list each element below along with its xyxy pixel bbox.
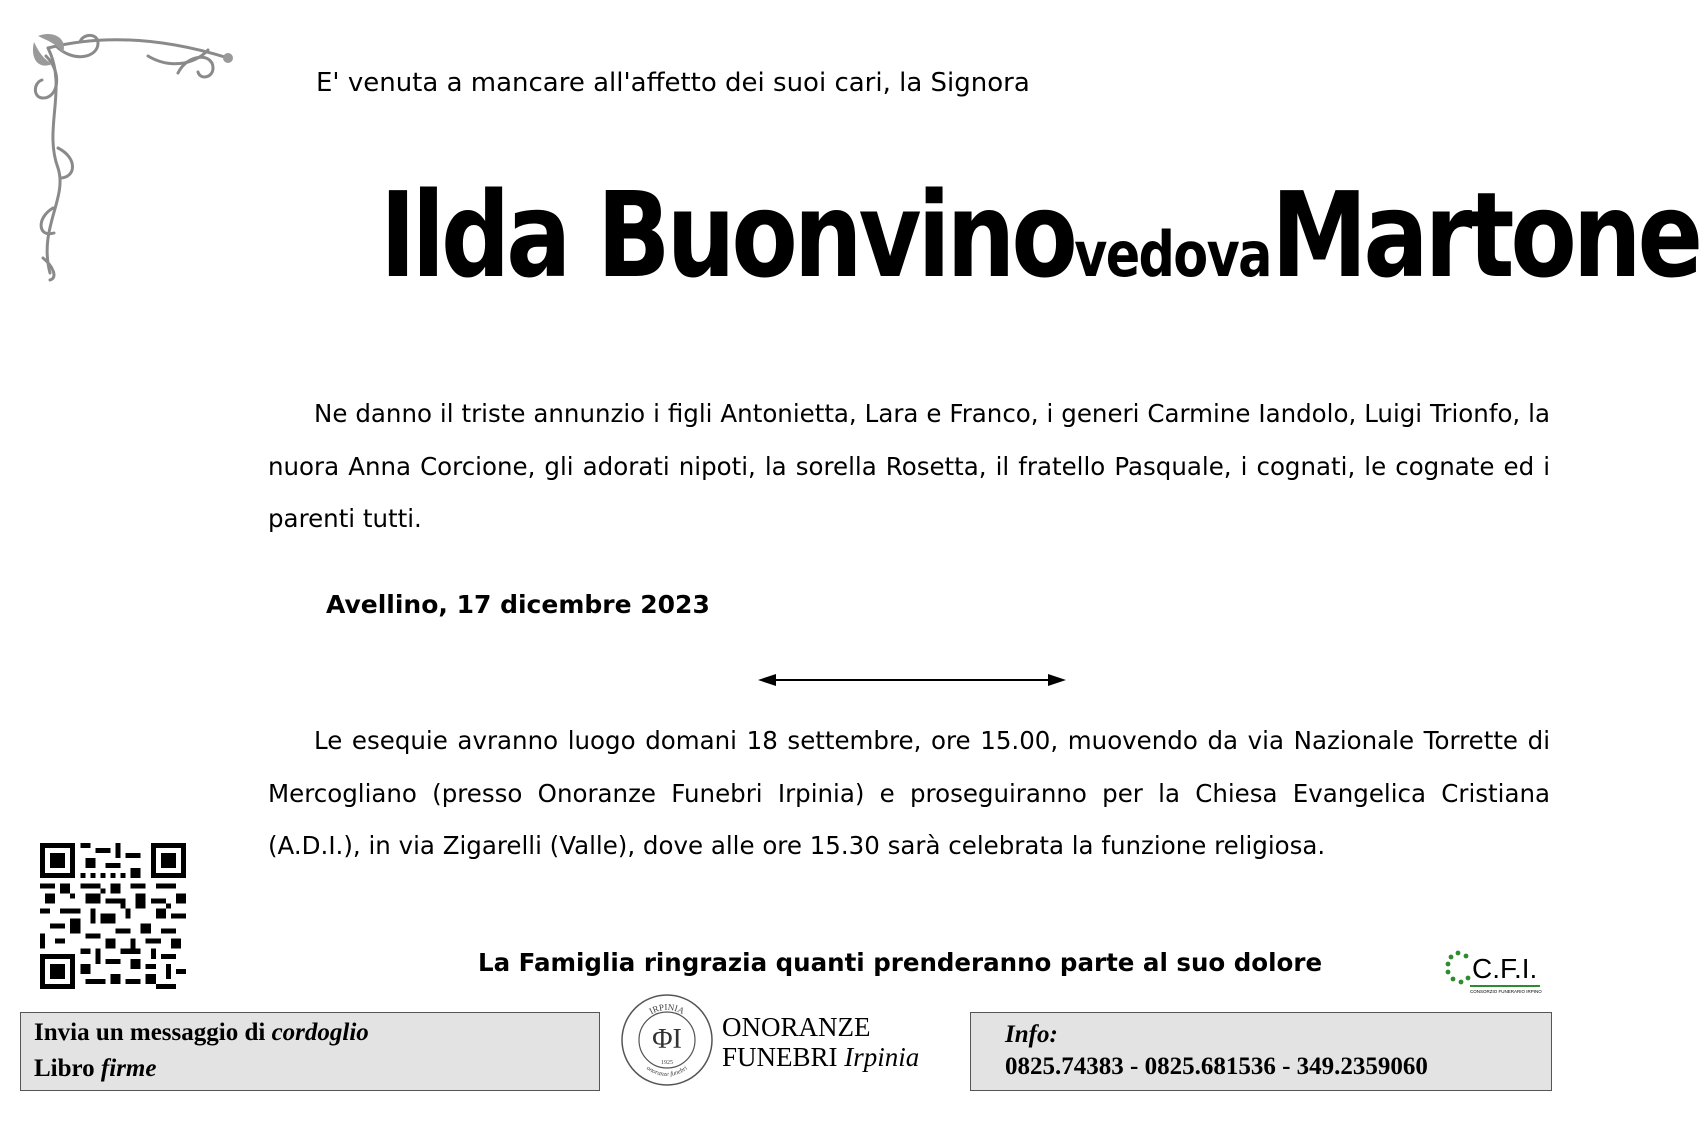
info-box bbox=[970, 1012, 1552, 1091]
phone-numbers[interactable]: 0825.74383 - 0825.681536 - 349.2359060 bbox=[1005, 1053, 1428, 1080]
send-condolence-prefix: Invia un messaggio di bbox=[34, 1019, 272, 1046]
logo-line-2-plain: FUNEBRI bbox=[722, 1042, 845, 1072]
guestbook-link[interactable] bbox=[34, 1055, 156, 1083]
funeral-text: Le esequie avranno luogo domani 18 settembre, ore 15.00, muovendo da via Nazionale Torrette di Mercogliano (presso Onoranze Funebri Irpinia) e proseguiranno per la Chiesa Evangelica Cristiana (A.D.I.), in via Zigarelli (Valle), dove alle ore 15.30 sarà celebrata la funzione religiosa. bbox=[268, 726, 1550, 860]
logo-line-2 bbox=[722, 1042, 919, 1072]
svg-text:ΦΙ: ΦΙ bbox=[652, 1024, 682, 1055]
logo-line-2-italic: Irpinia bbox=[844, 1042, 920, 1072]
announcement-text: Ne danno il triste annunzio i figli Antonietta, Lara e Franco, i generi Carmine Iandolo, Luigi Trionfo, la nuora Anna Corcione, gli adorati nipoti, la sorella Rosetta, il fratello Pasquale, i cognati, le cognate ed i parenti tutti. bbox=[268, 399, 1550, 533]
double-arrow-divider-icon bbox=[758, 668, 1066, 692]
condolence-box[interactable] bbox=[20, 1012, 600, 1091]
funeral-home-seal-logo bbox=[620, 993, 714, 1087]
seal-year: 1925 bbox=[661, 1060, 673, 1066]
name-first: Ilda Buonvino bbox=[380, 166, 1074, 304]
place-date: Avellino, 17 dicembre 2023 bbox=[326, 590, 710, 619]
logo-line-1: ONORANZE bbox=[722, 1012, 871, 1042]
intro-line: E' venuta a mancare all'affetto dei suoi cari, la Signora bbox=[316, 68, 1030, 98]
send-condolence-italic: cordoglio bbox=[271, 1019, 369, 1046]
seal-top-text: IRPINIA bbox=[647, 1001, 687, 1017]
guestbook-italic: firme bbox=[100, 1055, 157, 1082]
name-vedova: vedova bbox=[1074, 218, 1271, 291]
cfi-text: C.F.I. bbox=[1472, 953, 1538, 984]
announcement-paragraph bbox=[268, 388, 1550, 546]
seal-bottom-text: onoranze funebri bbox=[645, 1064, 689, 1079]
send-condolence-link[interactable] bbox=[34, 1019, 369, 1047]
corner-flourish-icon bbox=[28, 28, 240, 284]
qr-code-icon[interactable] bbox=[40, 843, 186, 989]
funeral-paragraph bbox=[268, 715, 1550, 873]
cfi-subtext: CONSORZIO FUNERARIO IRPINO bbox=[1470, 989, 1542, 994]
svg-text:IRPINIA bbox=[647, 1002, 686, 1016]
guestbook-prefix: Libro bbox=[34, 1055, 101, 1082]
deceased-name bbox=[380, 166, 1699, 304]
info-label: Info: bbox=[1005, 1021, 1058, 1048]
svg-text:onoranze funebri bbox=[645, 1065, 689, 1078]
name-last: Martone bbox=[1271, 166, 1699, 304]
funeral-home-name bbox=[722, 1012, 919, 1072]
cfi-consortium-logo bbox=[1442, 948, 1542, 996]
thanks-line: La Famiglia ringrazia quanti prenderanno parte al suo dolore bbox=[478, 948, 1323, 977]
